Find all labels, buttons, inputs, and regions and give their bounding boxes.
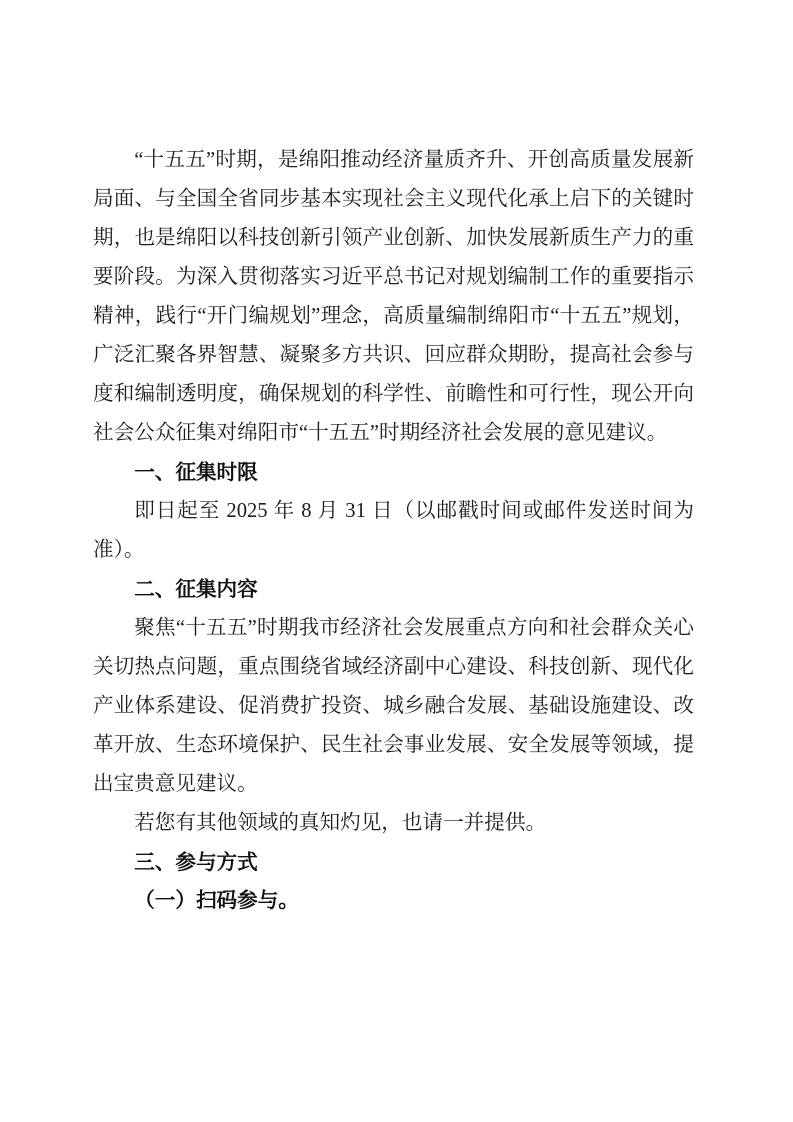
paragraph-deadline: 即日起至 2025 年 8 月 31 日（以邮戳时间或邮件发送时间为准）。 <box>93 500 694 561</box>
paragraph-content-scope: 聚焦“十五五”时期我市经济社会发展重点方向和社会群众关心关切热点问题，重点围绕省域经济副中心建设、科技创新、现代化产业体系建设、促消费扩投资、城乡融合发展、基础设施建设、改革开放、生态环境保护、民生社会事业发展、安全发展等领域，提出宝贵意见建议。 <box>93 617 694 795</box>
heading-collection-deadline: 一、征集时限 <box>134 461 258 484</box>
heading-participation-method: 三、参与方式 <box>134 851 258 874</box>
subheading-scan-code-participation: （一）扫码参与。 <box>134 890 299 912</box>
paragraph-intro: “十五五”时期，是绵阳推动经济量质齐升、开创高质量发展新局面、与全国全省同步基本实现社会主义现代化承上启下的关键时期，也是绵阳以科技创新引领产业创新、加快发展新质生产力的重要阶段。为深入贯彻落实习近平总书记对规划编制工作的重要指示精神，践行“开门编规划”理念，高质量编制绵阳市“十五五”规划，广泛汇聚各界智慧、凝聚多方共识、回应群众期盼，提高社会参与度和编制透明度，确保规划的科学性、前瞻性和可行性，现公开向社会公众征集对绵阳市“十五五”时期经济社会发展的意见建议。 <box>93 149 694 444</box>
paragraph-other-suggestions: 若您有其他领域的真知灼见，也请一并提供。 <box>134 812 547 834</box>
heading-collection-content: 二、征集内容 <box>134 578 258 601</box>
document-content <box>93 141 694 921</box>
